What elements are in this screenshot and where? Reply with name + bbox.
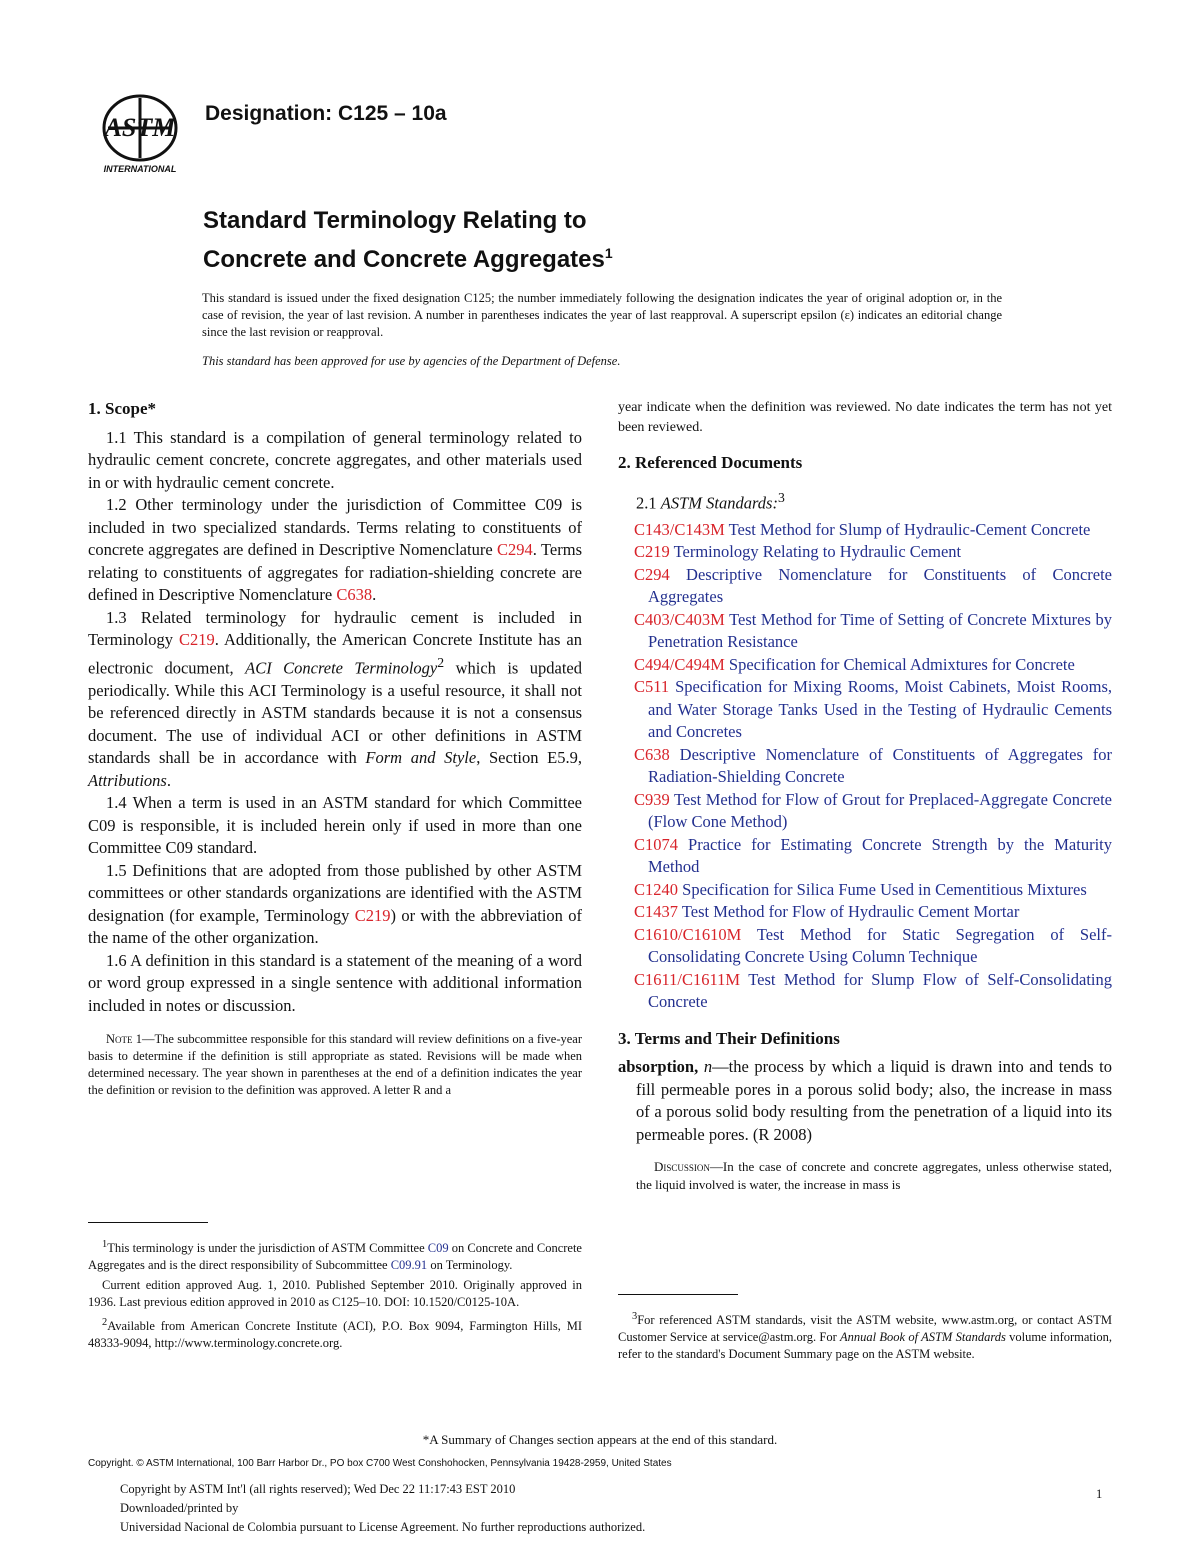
reference-title[interactable]: Test Method for Slump of Hydraulic-Cement Concrete bbox=[728, 519, 1091, 539]
reference-code[interactable]: C1437 bbox=[634, 902, 679, 921]
reference-title[interactable]: Test Method for Time of Setting of Concrete Mixtures by Penetration Resistance bbox=[648, 609, 1112, 651]
link-c219-2[interactable]: C219 bbox=[354, 905, 391, 925]
reference-title[interactable]: Descriptive Nomenclature of Constituents of Aggregates for Radiation-Shielding Concrete bbox=[648, 744, 1113, 786]
reference-item[interactable] bbox=[618, 564, 1112, 609]
link-c294[interactable]: C294 bbox=[497, 540, 533, 559]
reference-title[interactable]: Test Method for Flow of Hydraulic Cement Mortar bbox=[681, 902, 1020, 921]
reference-item[interactable] bbox=[618, 789, 1112, 834]
logo-text-bottom: INTERNATIONAL bbox=[103, 164, 177, 174]
para-1-5: 1.5 Definitions that are adopted from those published by other ASTM committees or other standards organizations are identified with the ASTM designation (for example, Terminology C219) or with the abbreviation of the name of the other organization. bbox=[88, 860, 582, 947]
reference-item[interactable] bbox=[618, 879, 1112, 902]
reference-code[interactable]: C143/C143M bbox=[634, 519, 725, 539]
reference-title[interactable]: Descriptive Nomenclature for Constituents of Concrete Aggregates bbox=[648, 564, 1112, 606]
stamp-line-1: Copyright by ASTM Int'l (all rights reserved); Wed Dec 22 11:17:43 EST 2010 bbox=[120, 1482, 516, 1496]
dod-approval: This standard has been approved for use by agencies of the Department of Defense. bbox=[202, 354, 621, 368]
reference-title[interactable]: Specification for Silica Fume Used in Cementitious Mixtures bbox=[682, 879, 1087, 899]
reference-item[interactable] bbox=[618, 654, 1112, 677]
reference-code[interactable]: C638 bbox=[634, 744, 670, 764]
reference-item[interactable] bbox=[618, 609, 1112, 654]
reference-title[interactable]: Specification for Chemical Admixtures for Concrete bbox=[728, 654, 1075, 674]
left-column bbox=[88, 398, 582, 1099]
reference-code[interactable]: C511 bbox=[634, 677, 670, 696]
right-column bbox=[618, 398, 1112, 1194]
para-1-6: 1.6 A definition in this standard is a statement of the meaning of a word or word group expressed in a single sentence with additional information included in notes or discussion. bbox=[88, 950, 582, 1015]
reference-title[interactable]: Test Method for Flow of Grout for Preplaced-Aggregate Concrete (Flow Cone Method) bbox=[648, 789, 1112, 831]
reference-title[interactable]: Specification for Mixing Rooms, Moist Cabinets, Moist Rooms, and Water Storage Tanks Used in the Testing of Hydraulic Cements and Concretes bbox=[648, 677, 1113, 741]
para-1-4: 1.4 When a term is used in an ASTM standard for which Committee C09 is responsible, it is included herein only if used in more than one Committee C09 standard. bbox=[88, 793, 582, 857]
para-1-3: 1.3 Related terminology for hydraulic cement is included in Terminology C219. Additionally, the American Concrete Institute has an electronic document, ACI Concrete Terminology$^2$ which is updated periodically. While this ACI Terminology is a useful resource, it shall not be referenced directly in ASTM standards because it is not a consensus document. The use of individual ACI or other definitions in ASTM standards shall be in accordance with Form and Style, Section E5.9, Attributions. bbox=[88, 607, 582, 790]
copyright-line: Copyright. © ASTM International, 100 Barr Harbor Dr., PO box C700 West Conshohocken, Pennsylvania 19428-2959, United States bbox=[88, 1458, 672, 1469]
reference-title[interactable]: Test Method for Static Segregation of Self-Consolidating Concrete Using Column Technique bbox=[648, 924, 1113, 966]
footnote-3: $^3$For referenced ASTM standards, visit the ASTM website, www.astm.org, or contact ASTM Customer Service at service@astm.org. For Annual Book of ASTM Standards volume information, refer to the standard's Document Summary page on the ASTM website. bbox=[618, 1311, 1113, 1362]
reference-item[interactable] bbox=[618, 969, 1112, 1014]
note-1-continuation: year indicate when the definition was reviewed. No date indicates the term has not yet been reviewed. bbox=[618, 400, 1112, 435]
reference-item[interactable] bbox=[618, 924, 1112, 969]
reference-item[interactable] bbox=[618, 519, 1112, 542]
footnote-1: $^1$This terminology is under the jurisdiction of ASTM Committee C09 on Concrete and Concrete Aggregates and is the direct responsibility of Subcommittee C09.91 on Terminology. bbox=[88, 1239, 582, 1273]
footnote-rule-right bbox=[618, 1294, 738, 1295]
reference-code[interactable]: C1610/C1610M bbox=[634, 924, 742, 944]
reference-code[interactable]: C1611/C1611M bbox=[634, 969, 741, 989]
link-c638[interactable]: C638 bbox=[336, 585, 373, 604]
link-c09[interactable]: C09 bbox=[427, 1241, 449, 1256]
title-line-2: Concrete and Concrete Aggregates$^1$ bbox=[203, 245, 613, 273]
note-1: Note 1—The subcommittee responsible for this standard will review definitions on a five-year basis to determine if the definition is still appropriate as stated. Revisions will be made when determined necessary. The year shown in parentheses at the end of a definition indicates the year the definition or revision to the definition was approved. A letter R and a bbox=[88, 1032, 583, 1097]
link-c09-91[interactable]: C09.91 bbox=[390, 1258, 428, 1273]
summary-of-changes-note: *A Summary of Changes section appears at the end of this standard. bbox=[422, 1432, 778, 1447]
title-footnote-mark: 1 bbox=[604, 245, 613, 261]
reference-title[interactable]: Terminology Relating to Hydraulic Cement bbox=[673, 542, 962, 561]
reference-item[interactable] bbox=[618, 901, 1112, 924]
reference-item[interactable] bbox=[618, 676, 1112, 744]
reference-code[interactable]: C1240 bbox=[634, 879, 679, 899]
reference-code[interactable]: C939 bbox=[634, 789, 670, 809]
reference-item[interactable] bbox=[618, 744, 1112, 789]
license-stamp bbox=[120, 1480, 645, 1537]
section-2-heading: 2. Referenced Documents bbox=[618, 453, 803, 472]
page-title bbox=[203, 204, 613, 276]
footnotes-left bbox=[88, 1236, 582, 1355]
reference-title[interactable]: Practice for Estimating Concrete Strength by the Maturity Method bbox=[648, 834, 1112, 876]
link-c219[interactable]: C219 bbox=[179, 630, 215, 649]
section-3-heading: 3. Terms and Their Definitions bbox=[618, 1028, 840, 1048]
stamp-line-2: Downloaded/printed by bbox=[120, 1501, 239, 1515]
para-1-2: 1.2 Other terminology under the jurisdiction of Committee C09 is included in two specialized standards. Terms relating to constituents of concrete aggregates are defined in Descriptive Nomenclature C294. Terms relating to constituents of aggregates for radiation-shielding concrete are defined in Descriptive Nomenclature C638. bbox=[88, 495, 583, 604]
page-number: 1 bbox=[1096, 1487, 1103, 1501]
reference-code[interactable]: C219 bbox=[634, 542, 670, 561]
designation: Designation: C125 – 10a bbox=[205, 102, 447, 125]
reference-code[interactable]: C1074 bbox=[634, 834, 679, 854]
reference-item[interactable] bbox=[618, 834, 1112, 879]
para-1-1: 1.1 This standard is a compilation of general terminology related to hydraulic cement concrete, concrete aggregates, and other materials used in or with hydraulic cement concrete. bbox=[88, 427, 582, 492]
footnote-rule-left bbox=[88, 1222, 208, 1223]
title-line-1: Standard Terminology Relating to bbox=[203, 207, 587, 234]
reference-code[interactable]: C294 bbox=[634, 564, 670, 584]
reference-code[interactable]: C403/C403M bbox=[634, 609, 725, 629]
reference-code[interactable]: C494/C494M bbox=[634, 654, 725, 674]
discussion-absorption: Discussion—In the case of concrete and concrete aggregates, unless otherwise stated, the liquid involved is water, the increase in mass is bbox=[636, 1159, 1112, 1192]
astm-logo bbox=[88, 92, 192, 176]
section-1-heading: 1. Scope* bbox=[88, 399, 156, 418]
astm-standards-label: 2.1 ASTM Standards:$^3$ bbox=[636, 489, 785, 512]
issued-notice: This standard is issued under the fixed designation C125; the number immediately following the designation indicates the year of original adoption or, in the case of revision, the year of last revision. A number in parentheses indicates the year of last reapproval. A superscript epsilon (ε) indicates an editorial change since the last revision or reapproval. bbox=[202, 291, 1002, 339]
term-absorption: absorption, n—the process by which a liquid is drawn into and tends to fill permeable pores in a porous solid body; also, the increase in mass of a porous solid body resulting from the penetration of a liquid into its permeable pores. (R 2008) bbox=[618, 1057, 1113, 1144]
logo-text-top: ASTM bbox=[104, 113, 176, 142]
footnote-1-edition: Current edition approved Aug. 1, 2010. Published September 2010. Originally approved in 1936. Last previous edition approved in 2010 as C125–10. DOI: 10.1520/C0125-10A. bbox=[88, 1278, 582, 1310]
stamp-line-3: Universidad Nacional de Colombia pursuant to License Agreement. No further reproductions authorized. bbox=[120, 1520, 646, 1534]
reference-title[interactable]: Test Method for Slump Flow of Self-Consolidating Concrete bbox=[648, 969, 1112, 1011]
footnotes-right bbox=[618, 1308, 1112, 1366]
footnote-2: $^2$Available from American Concrete Institute (ACI), P.O. Box 9094, Farmington Hills, MI 48333-9094, http://www.terminology.concrete.org. bbox=[88, 1317, 582, 1351]
reference-item[interactable] bbox=[618, 541, 1112, 564]
reference-list bbox=[618, 519, 1112, 1014]
